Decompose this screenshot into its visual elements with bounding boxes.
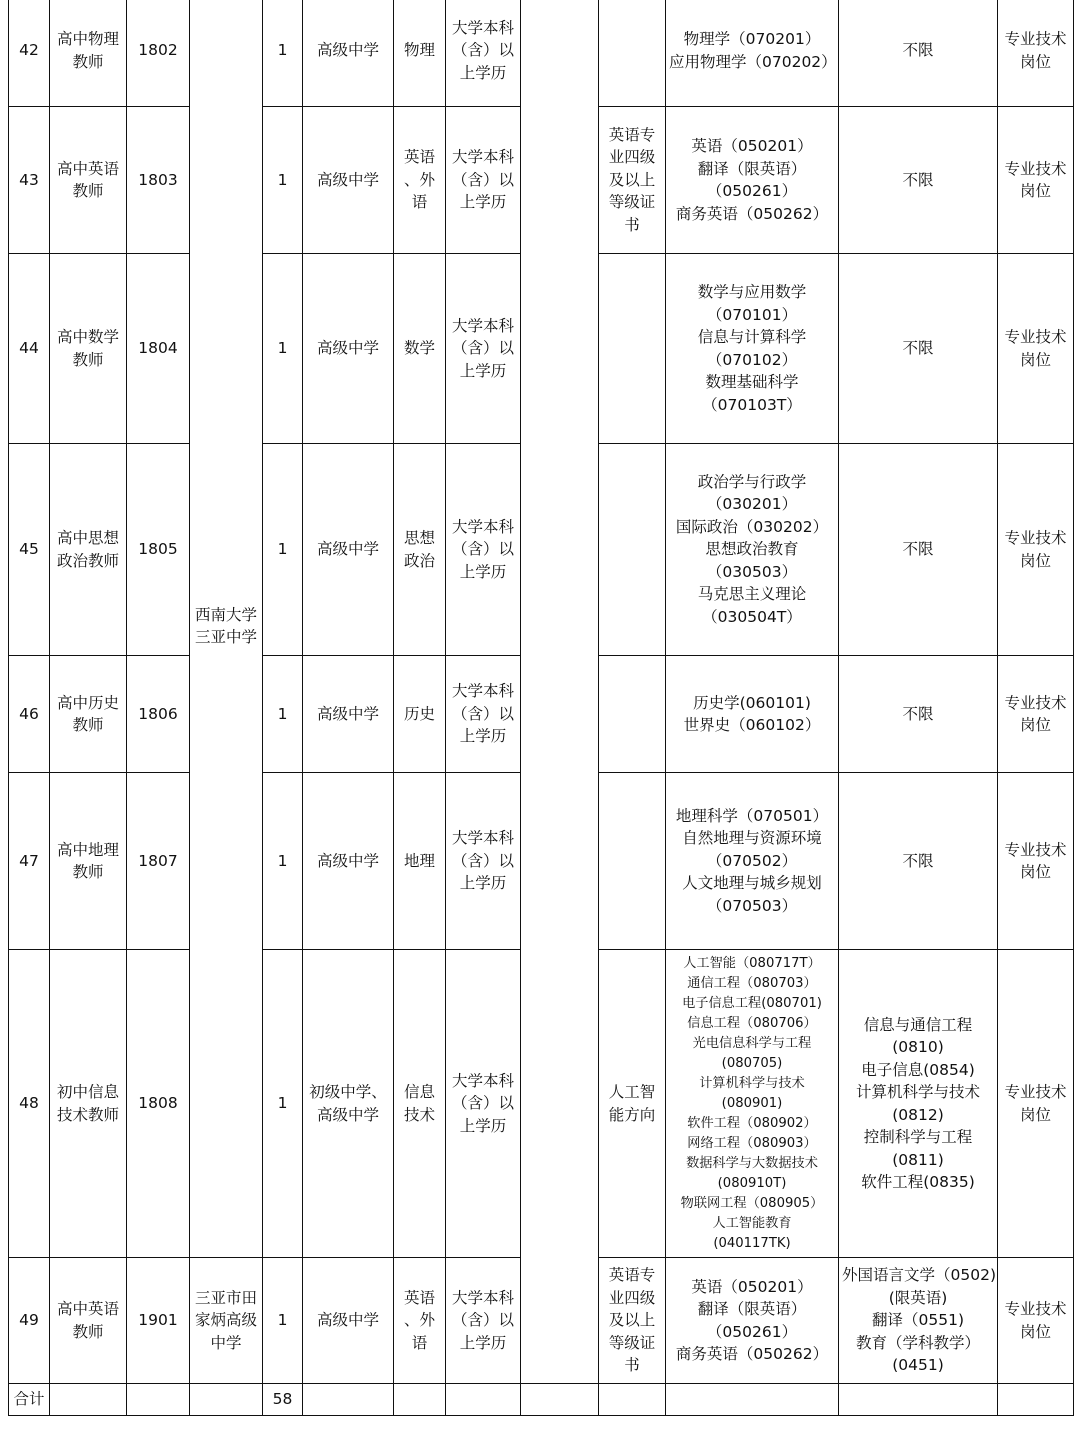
hire-count-cell: 1 — [263, 950, 303, 1258]
undergrad-major-cell-line: （070103T） — [702, 395, 802, 414]
position-name-cell-line: 高中物理 — [56, 30, 119, 48]
undergrad-major-cell-line: 自然地理与资源环境 — [682, 829, 822, 848]
postgrad-major-cell-line: 不限 — [902, 704, 934, 723]
position-name-cell-line: 技术教师 — [56, 1105, 119, 1124]
position-code-cell: 1802 — [127, 0, 190, 107]
undergrad-major-cell-line: （070502） — [706, 851, 798, 870]
subject-cell-line: 历史 — [403, 704, 435, 723]
education-cell — [446, 0, 521, 107]
education-cell-line: 大学本科 — [451, 517, 514, 536]
undergrad-major-cell-line: （030201） — [706, 495, 798, 514]
position-category-cell-line: 岗位 — [1019, 716, 1051, 734]
other-requirement-cell — [599, 444, 666, 656]
undergrad-major-cell-line: （070102） — [706, 350, 798, 369]
position-name-cell — [50, 444, 127, 656]
blank-cell — [446, 1384, 521, 1416]
position-category-cell — [998, 444, 1074, 656]
position-category-cell-line: 专业技术 — [1004, 328, 1067, 346]
undergrad-major-cell — [666, 1258, 839, 1384]
education-cell-line: （含）以 — [451, 170, 514, 189]
postgrad-major-cell — [839, 1258, 998, 1384]
postgrad-major-cell — [839, 656, 998, 773]
position-name-cell — [50, 773, 127, 950]
position-name-cell-line: 初中信息 — [56, 1083, 119, 1101]
undergrad-major-cell-line: 地理科学（070501） — [675, 806, 829, 825]
position-category-cell — [998, 950, 1074, 1258]
blank-cell — [521, 1384, 599, 1416]
school-level-cell: 高级中学 — [303, 656, 394, 773]
education-cell — [446, 950, 521, 1258]
undergrad-major-cell-line: 物联网工程（080905） — [680, 1195, 824, 1211]
row-number-cell: 44 — [9, 254, 50, 444]
position-name-cell-line: 高中地理 — [56, 840, 119, 859]
position-category-cell — [998, 0, 1074, 107]
postgrad-major-cell-line: 不限 — [902, 170, 934, 189]
undergrad-major-cell — [666, 773, 839, 950]
undergrad-major-cell-line: 网络工程（080903） — [687, 1135, 817, 1151]
postgrad-major-cell-line: 翻译（0551) — [872, 1311, 964, 1330]
subject-cell-line: 地理 — [403, 851, 435, 870]
postgrad-major-cell-line: 软件工程(0835) — [861, 1173, 975, 1191]
undergrad-major-cell-line: 人工智能（080717T） — [683, 955, 821, 971]
position-code-cell: 1901 — [127, 1258, 190, 1384]
education-cell-line: 上学历 — [459, 727, 507, 746]
education-cell — [446, 656, 521, 773]
position-name-cell — [50, 254, 127, 444]
subject-cell — [394, 254, 446, 444]
position-name-cell — [50, 656, 127, 773]
subject-cell — [394, 950, 446, 1258]
subject-cell-line: 、外 — [403, 170, 435, 189]
education-cell-line: 大学本科 — [451, 1071, 514, 1090]
undergrad-major-cell-line: (040117TK) — [713, 1235, 791, 1251]
position-code-cell: 1805 — [127, 444, 190, 656]
row-number-cell: 43 — [9, 107, 50, 254]
undergrad-major-cell-line: 电子信息工程(080701) — [682, 995, 822, 1011]
hire-count-cell: 1 — [263, 0, 303, 107]
other-requirement-cell-line: 及以上 — [608, 170, 656, 189]
blank-cell — [127, 1384, 190, 1416]
position-category-cell-line: 岗位 — [1019, 863, 1051, 881]
education-cell — [446, 1258, 521, 1384]
totals-label-cell: 合计 — [9, 1384, 50, 1416]
education-cell-line: 大学本科 — [451, 682, 514, 701]
row-number-cell: 45 — [9, 444, 50, 656]
position-code-cell: 1807 — [127, 773, 190, 950]
hire-count-cell: 1 — [263, 107, 303, 254]
employer-cell — [190, 1258, 263, 1384]
position-category-cell — [998, 254, 1074, 444]
undergrad-major-cell-line: （070101） — [706, 305, 798, 324]
undergrad-major-cell-line: 人工智能教育 — [712, 1215, 792, 1231]
education-cell — [446, 107, 521, 254]
hire-count-cell: 1 — [263, 656, 303, 773]
row-number-cell: 46 — [9, 656, 50, 773]
postgrad-major-cell-line: 不限 — [902, 41, 934, 60]
position-name-cell-line: 教师 — [72, 863, 104, 881]
education-cell-line: （含）以 — [451, 41, 514, 60]
employer-cell-line: 家炳高级 — [194, 1311, 257, 1330]
education-cell-line: 大学本科 — [451, 18, 514, 37]
blank-cell — [666, 1384, 839, 1416]
position-name-cell-line: 高中历史 — [56, 693, 119, 712]
blank-cell — [394, 1384, 446, 1416]
undergrad-major-cell-line: 思想政治教育 — [705, 540, 799, 559]
subject-cell-line: 英语 — [403, 1288, 435, 1307]
other-requirement-cell — [599, 656, 666, 773]
blank-cell — [50, 1384, 127, 1416]
undergrad-major-cell-line: （070503） — [706, 896, 798, 915]
position-category-cell-line: 专业技术 — [1004, 1083, 1067, 1101]
employer-cell — [190, 0, 263, 1258]
education-cell-line: 上学历 — [459, 193, 507, 212]
position-code-cell: 1806 — [127, 656, 190, 773]
undergrad-major-cell — [666, 254, 839, 444]
position-category-cell-line: 专业技术 — [1004, 30, 1067, 48]
education-cell — [446, 254, 521, 444]
position-category-cell-line: 岗位 — [1019, 1322, 1051, 1341]
school-level-cell: 高级中学 — [303, 773, 394, 950]
subject-cell-line: 物理 — [403, 41, 435, 60]
school-level-cell: 高级中学 — [303, 1258, 394, 1384]
other-requirement-cell — [599, 107, 666, 254]
other-requirement-cell — [599, 950, 666, 1258]
education-cell-line: （含）以 — [451, 851, 514, 870]
subject-cell-line: 信息 — [403, 1083, 435, 1101]
position-name-cell-line: 高中思想 — [56, 529, 119, 547]
position-category-cell-line: 专业技术 — [1004, 1300, 1067, 1318]
subject-cell — [394, 656, 446, 773]
subject-cell — [394, 0, 446, 107]
position-name-cell-line: 高中英语 — [56, 159, 119, 178]
education-cell-line: 大学本科 — [451, 829, 514, 848]
education-cell-line: （含）以 — [451, 1311, 514, 1330]
education-cell-line: 上学历 — [459, 361, 507, 380]
position-name-cell-line: 高中数学 — [56, 328, 119, 346]
position-name-cell-line: 教师 — [72, 52, 104, 71]
position-name-cell-line: 高中英语 — [56, 1300, 119, 1318]
other-requirement-cell-line: 能方向 — [608, 1105, 656, 1124]
school-level-cell: 高级中学 — [303, 444, 394, 656]
undergrad-major-cell-line: (080901) — [721, 1095, 783, 1111]
position-name-cell-line: 教师 — [72, 182, 104, 200]
other-requirement-cell-line: 英语专 — [608, 1266, 656, 1285]
postgrad-major-cell — [839, 254, 998, 444]
position-name-cell — [50, 950, 127, 1258]
postgrad-major-cell-line: 计算机科学与技术 — [855, 1083, 980, 1101]
subject-cell-line: 、外 — [403, 1311, 435, 1330]
undergrad-major-cell-line: 物理学（070201） — [683, 30, 821, 48]
position-code-cell: 1803 — [127, 107, 190, 254]
undergrad-major-cell-line: 英语（050201） — [691, 1277, 813, 1296]
undergrad-major-cell-line: 世界史（060102） — [683, 716, 821, 734]
undergrad-major-cell-line: (080705) — [721, 1055, 783, 1071]
education-cell-line: （含）以 — [451, 704, 514, 723]
undergrad-major-cell-line: 计算机科学与技术 — [699, 1075, 805, 1091]
position-category-cell-line: 专业技术 — [1004, 159, 1067, 178]
hire-count-cell: 1 — [263, 254, 303, 444]
position-category-cell — [998, 107, 1074, 254]
other-requirement-cell-line: 业四级 — [608, 1288, 656, 1307]
undergrad-major-cell-line: 通信工程（080703） — [687, 975, 817, 991]
education-cell — [446, 444, 521, 656]
other-requirement-cell-line: 等级证 — [608, 193, 656, 212]
totals-count-cell: 58 — [263, 1384, 303, 1416]
hire-count-cell: 1 — [263, 444, 303, 656]
blank-cell — [998, 1384, 1074, 1416]
undergrad-major-cell-line: （050261） — [706, 1322, 798, 1341]
undergrad-major-cell-line: 数理基础科学 — [705, 373, 799, 391]
position-category-cell — [998, 1258, 1074, 1384]
position-category-cell-line: 专业技术 — [1004, 529, 1067, 547]
subject-cell — [394, 444, 446, 656]
postgrad-major-cell — [839, 444, 998, 656]
school-level-cell: 高级中学 — [303, 254, 394, 444]
postgrad-major-cell — [839, 773, 998, 950]
subject-cell-line: 英语 — [403, 148, 435, 167]
postgrad-major-cell-line: (0451) — [892, 1356, 944, 1375]
postgrad-major-cell — [839, 950, 998, 1258]
postgrad-major-cell-line: (限英语) — [888, 1288, 948, 1307]
postgrad-major-cell-line: 不限 — [902, 851, 934, 870]
postgrad-major-cell-line: 不限 — [902, 540, 934, 559]
position-name-cell — [50, 0, 127, 107]
education-cell-line: 上学历 — [459, 562, 507, 581]
position-name-cell-line: 政治教师 — [56, 551, 119, 570]
education-cell-line: （含）以 — [451, 1094, 514, 1113]
education-cell-line: 大学本科 — [451, 316, 514, 335]
employer-cell-line: 西南大学 — [194, 605, 257, 624]
undergrad-major-cell-line: 翻译（限英语） — [697, 159, 807, 178]
undergrad-major-cell — [666, 107, 839, 254]
undergrad-major-cell — [666, 656, 839, 773]
postgrad-major-cell-line: 控制科学与工程 — [863, 1128, 973, 1146]
school-level-cell: 高级中学 — [303, 107, 394, 254]
undergrad-major-cell-line: 应用物理学（070202） — [669, 52, 837, 71]
other-requirement-cell-line: 英语专 — [608, 125, 656, 144]
postgrad-major-cell-line: (0810) — [892, 1038, 944, 1056]
position-category-cell-line: 专业技术 — [1004, 840, 1067, 859]
position-name-cell-line: 教师 — [72, 716, 104, 734]
undergrad-major-cell-line: 翻译（限英语） — [697, 1300, 807, 1318]
undergrad-major-cell-line: 商务英语（050262） — [675, 1345, 829, 1363]
undergrad-major-cell-line: (080910T) — [717, 1175, 787, 1191]
postgrad-major-cell-line: 不限 — [902, 339, 934, 358]
row-number-cell: 48 — [9, 950, 50, 1258]
position-code-cell: 1808 — [127, 950, 190, 1258]
other-requirement-cell-line: 书 — [624, 1356, 640, 1375]
position-name-cell-line: 教师 — [72, 350, 104, 369]
subject-cell-line: 技术 — [403, 1105, 435, 1124]
row-number-cell: 42 — [9, 0, 50, 107]
school-level-cell: 高级中学 — [303, 0, 394, 107]
undergrad-major-cell-line: 人文地理与城乡规划 — [682, 874, 822, 893]
education-cell-line: 大学本科 — [451, 148, 514, 167]
position-category-cell-line: 岗位 — [1019, 52, 1051, 71]
position-category-cell-line: 岗位 — [1019, 182, 1051, 200]
position-category-cell-line: 岗位 — [1019, 350, 1051, 369]
undergrad-major-cell-line: 政治学与行政学 — [697, 472, 807, 491]
postgrad-major-cell — [839, 107, 998, 254]
undergrad-major-cell-line: 历史学(060101) — [693, 693, 811, 712]
position-category-cell — [998, 773, 1074, 950]
undergrad-major-cell-line: 商务英语（050262） — [675, 204, 829, 223]
postgrad-major-cell-line: 教育（学科教学） — [855, 1333, 980, 1352]
undergrad-major-cell-line: （030503） — [706, 562, 798, 581]
other-requirement-cell — [599, 254, 666, 444]
other-requirement-cell — [599, 1258, 666, 1384]
blank-cell — [190, 1384, 263, 1416]
undergrad-major-cell-line: 数据科学与大数据技术 — [686, 1155, 818, 1171]
position-category-cell-line: 专业技术 — [1004, 693, 1067, 712]
postgrad-major-cell-line: (0811) — [892, 1150, 944, 1169]
recruitment-table — [8, 0, 1074, 1416]
undergrad-major-cell — [666, 444, 839, 656]
undergrad-major-cell-line: （050261） — [706, 182, 798, 200]
postgrad-major-cell-line: 信息与通信工程 — [863, 1015, 973, 1034]
row-number-cell: 49 — [9, 1258, 50, 1384]
education-cell — [446, 773, 521, 950]
education-cell-line: 上学历 — [459, 1333, 507, 1352]
subject-cell-line: 数学 — [403, 339, 435, 358]
undergrad-major-cell-line: 信息与计算科学 — [697, 328, 807, 346]
undergrad-major-cell-line: 马克思主义理论 — [697, 585, 807, 604]
education-cell-line: 上学历 — [459, 874, 507, 893]
undergrad-major-cell-line: （030504T） — [702, 607, 802, 626]
position-name-cell-line: 教师 — [72, 1322, 104, 1341]
undergrad-major-cell-line: 信息工程（080706） — [687, 1015, 817, 1031]
undergrad-major-cell — [666, 950, 839, 1258]
blank-cell — [521, 0, 599, 1384]
blank-cell — [839, 1384, 998, 1416]
hire-count-cell: 1 — [263, 1258, 303, 1384]
position-code-cell: 1804 — [127, 254, 190, 444]
subject-cell-line: 思想 — [403, 529, 435, 547]
employer-cell-line: 三亚中学 — [194, 628, 257, 646]
blank-cell — [599, 1384, 666, 1416]
position-name-cell — [50, 1258, 127, 1384]
subject-cell-line: 语 — [411, 1333, 428, 1352]
subject-cell — [394, 107, 446, 254]
position-name-cell — [50, 107, 127, 254]
position-category-cell — [998, 656, 1074, 773]
employer-cell-line: 三亚市田 — [194, 1288, 257, 1307]
undergrad-major-cell — [666, 0, 839, 107]
other-requirement-cell-line: 书 — [624, 215, 640, 234]
undergrad-major-cell-line: 数学与应用数学 — [697, 283, 807, 301]
subject-cell — [394, 1258, 446, 1384]
table-row — [9, 0, 1074, 107]
position-category-cell-line: 岗位 — [1019, 551, 1051, 570]
hire-count-cell: 1 — [263, 773, 303, 950]
undergrad-major-cell-line: 国际政治（030202） — [675, 517, 829, 536]
postgrad-major-cell-line: 外国语言文学（0502) — [842, 1266, 996, 1285]
other-requirement-cell-line: 等级证 — [608, 1333, 656, 1352]
undergrad-major-cell-line: 英语（050201） — [691, 137, 813, 155]
other-requirement-cell — [599, 0, 666, 107]
other-requirement-cell-line: 及以上 — [608, 1311, 656, 1330]
education-cell-line: 上学历 — [459, 1116, 507, 1135]
other-requirement-cell — [599, 773, 666, 950]
subject-cell-line: 语 — [411, 193, 428, 212]
other-requirement-cell-line: 业四级 — [608, 148, 656, 167]
undergrad-major-cell-line: 光电信息科学与工程 — [692, 1035, 812, 1051]
education-cell-line: （含）以 — [451, 540, 514, 559]
education-cell-line: （含）以 — [451, 339, 514, 358]
postgrad-major-cell-line: (0812) — [892, 1105, 944, 1124]
other-requirement-cell-line: 人工智 — [608, 1083, 656, 1101]
employer-cell-line: 中学 — [210, 1333, 242, 1352]
postgrad-major-cell-line: 电子信息(0854) — [861, 1060, 975, 1079]
education-cell-line: 大学本科 — [451, 1288, 514, 1307]
subject-cell — [394, 773, 446, 950]
position-category-cell-line: 岗位 — [1019, 1105, 1051, 1124]
undergrad-major-cell-line: 软件工程（080902） — [687, 1115, 817, 1131]
education-cell-line: 上学历 — [459, 63, 507, 82]
subject-cell-line: 政治 — [403, 551, 435, 570]
school-level-cell: 初级中学、高级中学 — [303, 950, 394, 1258]
row-number-cell: 47 — [9, 773, 50, 950]
blank-cell — [303, 1384, 394, 1416]
totals-row — [9, 1384, 1074, 1416]
postgrad-major-cell — [839, 0, 998, 107]
